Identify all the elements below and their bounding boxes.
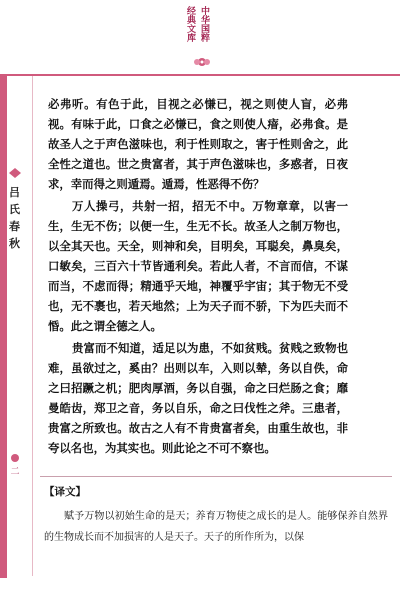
left-margin-bar bbox=[0, 76, 7, 578]
page-number-text: 二 bbox=[10, 467, 20, 477]
series-char: 华 bbox=[200, 16, 210, 26]
book-title-char: 春 bbox=[9, 220, 20, 233]
book-title-vertical bbox=[9, 184, 23, 252]
flower-ornament-icon bbox=[193, 56, 211, 68]
translation-heading: 【译文】 bbox=[44, 486, 86, 498]
series-col-2 bbox=[200, 8, 211, 44]
series-char: 经 bbox=[186, 7, 196, 17]
series-char: 文 bbox=[186, 25, 196, 35]
inner-margin-line bbox=[32, 76, 33, 576]
book-title-char: 吕 bbox=[9, 186, 20, 199]
main-text bbox=[48, 94, 348, 460]
book-title-char: 氏 bbox=[9, 203, 20, 216]
paragraph: 贵富而不知道，适足以为患，不如贫贱。贫贱之致物也难，虽欲过之，奚由？出则以车，入则以辇，务以自佚，命之曰招蹶之机；肥肉厚酒，务以自强，命之曰烂肠之食；靡曼皓齿，郑卫之音，务以自乐，命之曰伐性之斧。三患者，贵富之所致也。故古之人有不肯贵富者矣，由重生故也，非夸以名也，为其实也。则此论之不可不察也。 bbox=[48, 341, 348, 455]
translation-text bbox=[44, 506, 388, 548]
section-divider bbox=[40, 476, 392, 477]
series-char: 中 bbox=[200, 7, 210, 17]
side-ornament-icon bbox=[9, 168, 21, 178]
book-title-char: 秋 bbox=[9, 237, 20, 250]
page-number-dot-icon bbox=[11, 454, 19, 462]
series-char: 国 bbox=[200, 25, 210, 35]
page-number bbox=[8, 454, 22, 477]
translation-paragraph: 赋予万物以初始生命的是天；养育万物使之成长的是人。能够保养自然界的生物成长而不加损害的人是天子。天子的所作所为，以保 bbox=[44, 511, 388, 543]
series-char: 库 bbox=[186, 34, 196, 44]
series-char: 典 bbox=[186, 16, 196, 26]
paragraph: 万人操弓，共射一招，招无不中。万物章章，以害一生，生无不伤；以便一生，生无不长。故圣人之制万物也，以全其天也。天全，则神和矣，目明矣，耳聪矣，鼻臭矣，口敏矣，三百六十节皆通利矣。若此人者，不言而信，不谋而当，不虑而得；精通乎天地，神覆乎宇宙；其于物无不受也，无不裹也，若天地然；上为天子而不骄，下为匹夫而不惛。此之谓全德之人。 bbox=[48, 199, 348, 333]
series-col-1 bbox=[186, 8, 197, 44]
paragraph: 必弗听。有色于此，目视之必慊已，视之则使人盲，必弗视。有味于此，口食之必慊已，食之则使人瘖，必弗食。是故圣人之于声色滋味也，利于性则取之，害于性则舍之，此全性之道也。世之贵富者，其于声色滋味也，多惑者，日夜求，幸而得之则遁焉。遁焉，性恶得不伤？ bbox=[48, 97, 348, 191]
header-rule bbox=[0, 74, 400, 76]
series-char: 粹 bbox=[200, 34, 210, 44]
